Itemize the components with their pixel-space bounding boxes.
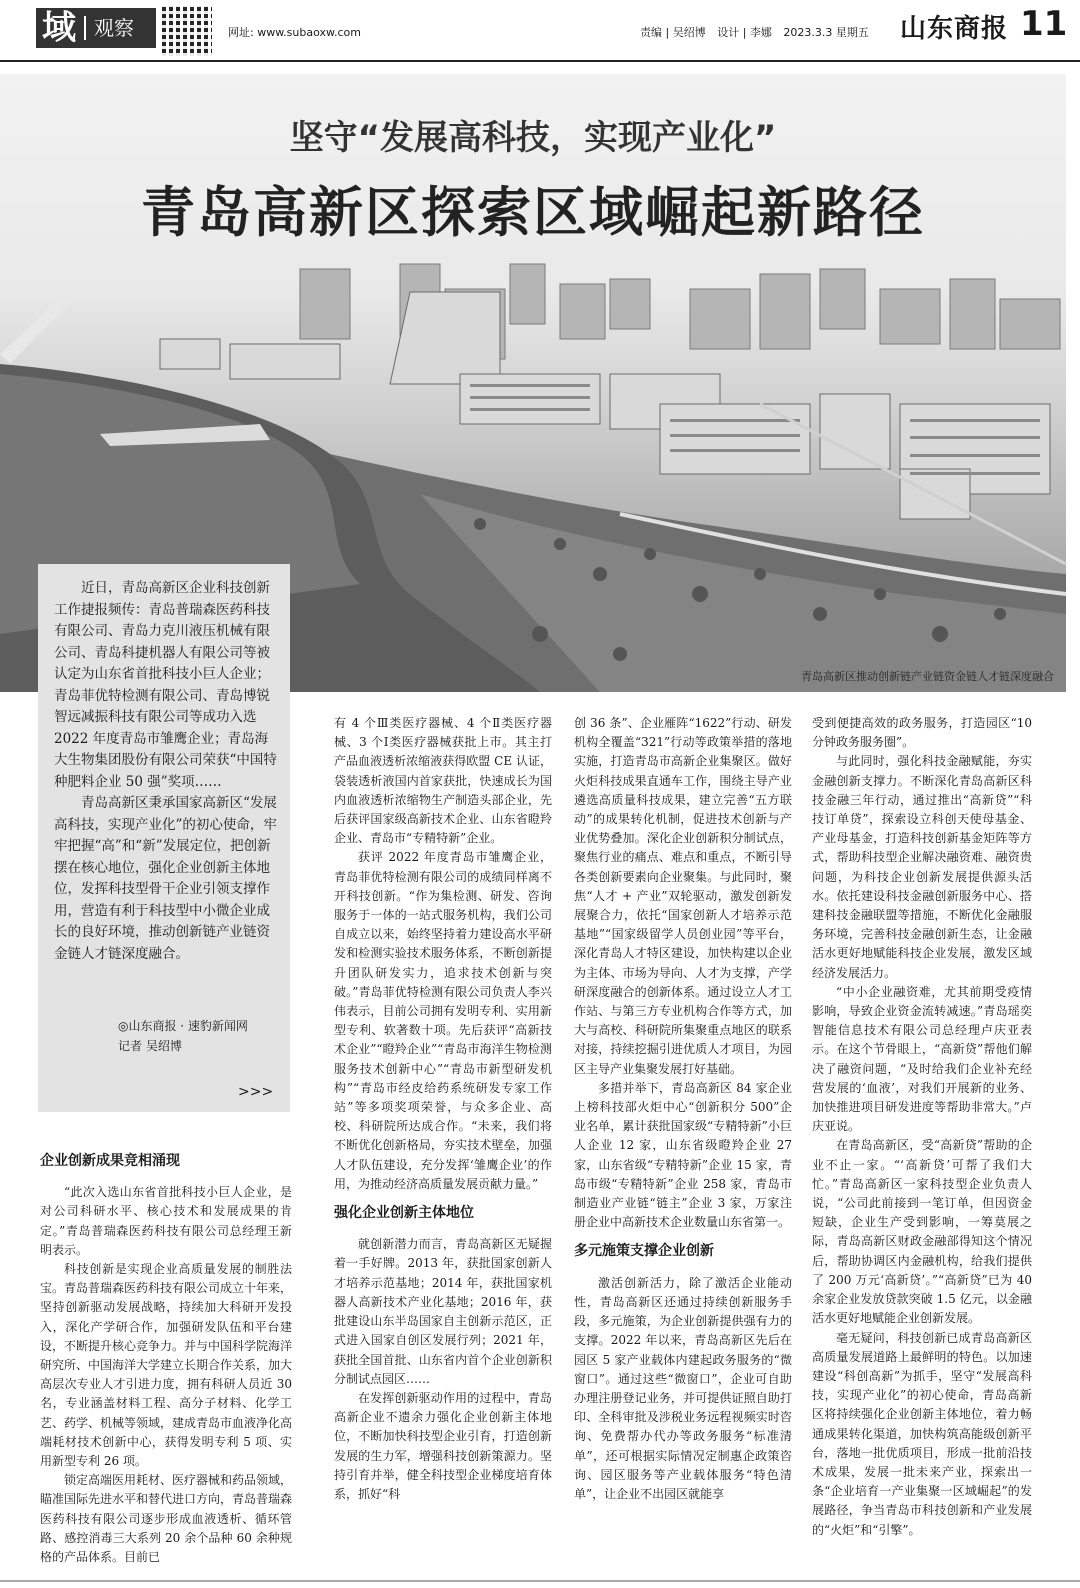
article-column-3 bbox=[574, 714, 792, 1504]
issue-date: 2023.3.3 星期五 bbox=[783, 26, 869, 39]
headline-kicker: 坚守“发展高科技，实现产业化” bbox=[289, 118, 777, 158]
paragraph: 科技创新是实现企业高质量发展的制胜法宝。青岛普瑞森医药科技有限公司成立十年来，坚持创新驱动发展战略，持续加大科研开发投入，深化产学研合作，加强研发队伍和平台建设，不断提升核心竞争力。并与中国科学院海洋研究所、中国海洋大学建立长期合作关系，加大高层次专业人才引进力度，拥有科研人员近 30 名，专业涵盖材料工程、高分子材料、化学工艺、药学、机械等领域，建成青岛市血液净化高端耗材技术创新中心，获得发明专利 5 项、实用新型专利 26 项。 bbox=[40, 1262, 293, 1469]
lead-paragraph: 青岛高新区秉承国家高新区“发展高科技，实现产业化”的初心使命，牢牢把握“高”和“新”发展定位，把创新摆在核心地位，强化企业创新主体地位，发挥科技型骨干企业引领支撑作用，营造有利于科技型中小微企业成长的良好环境，推动创新链产业链资金链人才链深度融合。 bbox=[54, 795, 277, 962]
continue-marker: >>> bbox=[238, 1084, 274, 1100]
section-tag-big: 域 bbox=[42, 8, 76, 48]
lead-paragraph: 近日，青岛高新区企业科技创新工作捷报频传：青岛普瑞森医药科技有限公司、青岛力克川液压机械有限公司、青岛科捷机器人有限公司等被认定为山东省首批科技小巨人企业；青岛菲优特检测有限公司、青岛博锐智远减振科技有限公司等成功入选 2022 年度青岛市雏鹰企业；青岛海大生物集团股份有限公司荣获“中国特种肥料企业 50 强”奖项…… bbox=[54, 580, 277, 790]
article-column-1 bbox=[40, 1142, 292, 1567]
credits bbox=[640, 24, 877, 40]
masthead bbox=[0, 0, 1080, 62]
paragraph: 激活创新活力，除了激活企业能动性，青岛高新区还通过持续创新服务手段，多元施策，为企业创新提供强有力的支撑。2022 年以来，青岛高新区先后在园区 5 家产业载体内建起政务服务的“微窗口”。通过这些“微窗口”，企业可自助办理注册登记业务，并可提供证照自助打印、全科审批及涉税业务远程视频实时咨询、免费帮办代办等政务服务“标准清单”，还可根据实际情况定制惠企政策咨询、园区服务等产业载体服务“特色清单”，让企业不出园区就能享 bbox=[574, 1275, 792, 1501]
paragraph: 多措并举下，青岛高新区 84 家企业上榜科技部火炬中心“创新积分 500”企业名单，累计获批国家级“专精特新”小巨人企业 12 家，山东省级瞪羚企业 27 家，山东省级“专精特新”企业 15 家，青岛市级“专精特新”企业 258 家，青岛市制造业产业链“链主”企业 3 家，万家注册企业中高新技术企业数量山东省第一。 bbox=[574, 1080, 792, 1230]
article-column-4 bbox=[812, 714, 1032, 1540]
paragraph: 获评 2022 年度青岛市雏鹰企业，青岛菲优特检测有限公司的成绩同样离不开科技创新。“作为集检测、研发、咨询服务于一体的一站式服务机构，我们公司自成立以来，始终坚持着力建设高水平研发和检测实验技术服务体系，不断创新提升团队研发实力，追求技术创新与突破。”青岛菲优特检测有限公司负责人李兴伟表示，目前公司拥有发明专利、实用新型专利、软著数十项。先后获评“高新技术企业”“瞪羚企业”“青岛市海洋生物检测服务技术创新中心”“青岛市新型研发机构”“青岛市经皮给药系统研发专家工作站”等多项奖项荣誉，与众多企业、高校、科研院所达成合作。“未来，我们将不断优化创新格局，夯实技术壁垒，加强人才队伍建设，充分发挥‘雏鹰企业’的作用，为推动经济高质量发展贡献力量。” bbox=[334, 850, 552, 1191]
byline bbox=[118, 1016, 248, 1056]
paragraph: 在发挥创新驱动作用的过程中，青岛高新企业不遗余力强化企业创新主体地位，不断加快科技型企业引育，打造创新发展的生力军，增强科技创新策源力。坚持引育并举，健全科技型企业梯度培育体系，抓好“科 bbox=[334, 1390, 552, 1501]
subhead-policy-support: 多元施策支撑企业创新 bbox=[574, 1243, 714, 1260]
website: 网址: www.subaoxw.com bbox=[228, 26, 361, 39]
page-number: 11 bbox=[1020, 4, 1068, 44]
subhead-innovation-subject: 强化企业创新主体地位 bbox=[334, 1205, 474, 1222]
paragraph: 有 4 个Ⅲ类医疗器械、4 个Ⅱ类医疗器械、3 个Ⅰ类医疗器械获批上市。其主打产品血液透析浓缩液获得欧盟 CE 认证，袋装透析液国内首家获批，快速成长为国内血液透析浓缩物生产制造头部企业，先后获评国家级高新技术企业、山东省瞪羚企业、青岛市“专精特新”企业。 bbox=[334, 716, 552, 846]
paragraph: 锁定高端医用耗材、医疗器械和药品领域，瞄准国际先进水平和替代进口方向，青岛普瑞森医药科技有限公司逐步形成血液透析、循环管路、感控消毒三大系列 20 余个品种 60 余种规格的产品体系。目前已 bbox=[40, 1473, 293, 1565]
lead-text bbox=[54, 578, 278, 965]
byline-reporter: 记者 吴绍博 bbox=[118, 1039, 182, 1053]
lead-box bbox=[38, 564, 290, 1112]
paragraph: 受到便捷高效的政务服务，打造园区“10 分钟政务服务圈”。 bbox=[812, 716, 1032, 750]
qr-code-icon bbox=[162, 6, 212, 56]
article-column-2 bbox=[334, 714, 552, 1504]
subhead-achievements: 企业创新成果竞相涌现 bbox=[40, 1153, 180, 1169]
paper-name: 山东商报 bbox=[900, 14, 1009, 44]
byline-source: ◎山东商报 · 速豹新闻网 bbox=[118, 1019, 248, 1033]
section-tag-small: 观察 bbox=[94, 16, 134, 40]
paragraph: “此次入选山东省首批科技小巨人企业，是对公司科研水平、核心技术和发展成果的肯定。”青岛普瑞森医药科技有限公司总经理王新明表示。 bbox=[40, 1185, 292, 1257]
headline: 青岛高新区探索区域崛起新路径 bbox=[141, 181, 925, 244]
paragraph: “中小企业融资难，尤其前期受疫情影响，导致企业资金流转减速。”青岛瑶奕智能信息技术有限公司总经理卢庆亚表示。在这个节骨眼上，“高新贷”帮他们解决了融资问题，“及时给我们企业补充经营发展的‘血液’，对我们开展新的业务、加快推进项目研发进度等帮助非常大。”卢庆亚说。 bbox=[812, 984, 1032, 1134]
bottom-rule bbox=[0, 1580, 1080, 1582]
designer: 设计 | 李娜 bbox=[717, 26, 772, 39]
editor: 责编 | 吴绍博 bbox=[640, 26, 706, 39]
paragraph: 就创新潜力而言，青岛高新区无疑握着一手好牌。2013 年，获批国家创新人才培养示范基地；2014 年，获批国家机器人高新技术产业化基地；2016 年，获批建设山东半岛国家自主创新示范区，正式进入国家自创区发展行列；2021 年，获批全国首批、山东省内首个企业创新积分制试点园区…… bbox=[334, 1237, 552, 1386]
paragraph: 创 36 条”、企业雁阵“1622”行动、研发机构全覆盖“321”行动等政策举措的落地实施，打造青岛市高新企业集聚区。做好火炬科技成果直通车工作，围绕主导产业遴选高质量科技成果，建立完善“五方联动”的成果转化机制，促进技术创新与产业优势叠加。深化企业创新积分制试点，聚焦行业的痛点、难点和重点，不断引导各类创新要素向企业聚集。与此同时，聚焦“人才 + 产业”双轮驱动，激发创新发展聚合力，依托“国家创新人才培养示范基地”“国家级留学人员创业园”等平台，深化青岛人才特区建设，加快构建以企业为主体、市场为导向、人才为支撑，产学研深度融合的创新体系。通过设立人才工作站、与第三方专业机构合作等方式，加大与高校、科研院所集聚重点地区的联系对接，持续挖掘引进优质人才项目，为园区主导产业集聚发展打好基础。 bbox=[574, 716, 792, 1076]
paragraph: 在青岛高新区，受“高新贷”帮助的企业不止一家。“‘高新贷’可帮了我们大忙。”青岛高新区一家科技型企业负责人说，“公司此前接到一笔订单，但因资金短缺，企业生产受到影响，一筹莫展之际，青岛高新区财政金融部得知这个情况后，帮助协调区内金融机构，给我们提供了 200 万元‘高新贷’。”“高新贷”已为 40 余家企业发放贷款突破 1.5 亿元，以金融活水更好地赋能企业创新发展。 bbox=[812, 1138, 1032, 1326]
paragraph: 毫无疑问，科技创新已成青岛高新区高质量发展道路上最鲜明的特色。以加速建设“科创高新”为抓手，坚守“发展高科技，实现产业化”的初心使命，青岛高新区将持续强化企业创新主体地位，着力畅通成果转化渠道，加快构筑高能级创新平台，落地一批优质项目，形成一批前沿技术成果，发展一批未来产业，探索出一条“企业培育一产业集聚一区域崛起”的发展路径，争当青岛市科技创新和产业发展的“火炬”和“引擎”。 bbox=[812, 1330, 1032, 1537]
photo-caption: 青岛高新区推动创新链产业链资金链人才链深度融合 bbox=[801, 670, 1054, 683]
paragraph: 与此同时，强化科技金融赋能，夯实金融创新支撑力。不断深化青岛高新区科技金融三年行动，通过推出“高新贷”“科技订单贷”，探索设立科创天使母基金、产业母基金，打造科技创新基金矩阵等方式，帮助科技型企业解决融资难、融资贵问题，为科技企业创新发展提供源头活水。依托建设科技金融创新服务中心、搭建科技金融联盟等措施，不断优化金融服务环境，完善科技金融创新生态，让金融活水更好地赋能科技企业发展，激发区域经济发展活力。 bbox=[812, 754, 1032, 980]
section-tag bbox=[36, 8, 156, 48]
